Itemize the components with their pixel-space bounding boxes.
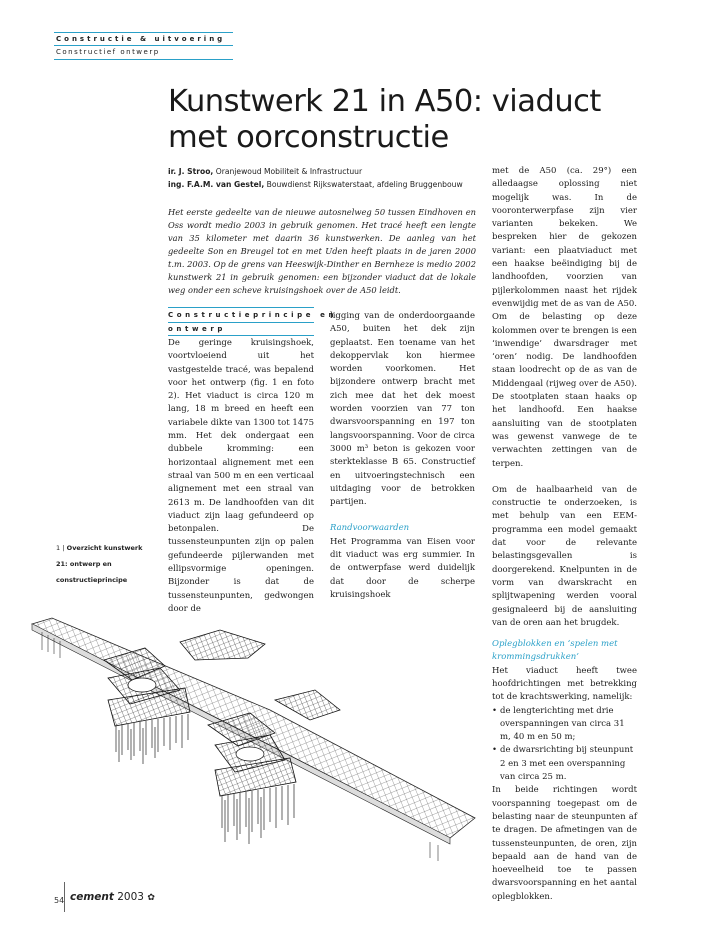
col1-text: De geringe kruisingshoek, voortvloeiend uit het vastgestelde tracé, was bepalend voor het ontwerp (fig. 1 en foto 2). Het viaduct is circa 120 m lang, 18 m breed en heeft een variabele dikte van 1300 tot 1475 mm. Het dek ondergaat een dubbele kromming: een horizontaal alignement met een straal van 500 m en een verticaal alignement met een straal van 2613 m. De landhoofden van dit viaduct zijn laag gefundeerd op betonpalen. De tussensteunpunten zijn op palen gefundeerde pijlerwanden met ellipsvormige openingen. Bijzonder is dat de tussensteunpunten, gedwongen door de: [168, 338, 314, 614]
col2-text: ligging van de onderdoorgaande A50, buiten het dek zijn geplaatst. Een toename van het dekoppervlak kon hiermee worden voorkomen. Het bijzondere ontwerp bracht met zich mee dat het dek moest worden voorzien van 77 ton dwarsvoorspanning en 197 ton langsvoorspanning. Voor de circa 3000 m³ beton is gekozen voor sterkteklasse B 65. Constructief en uitvoeringstechnisch een uitdaging voor de betrokken partijen.: [330, 311, 475, 508]
title-line-1: Kunstwerk 21 in A50: viaduct: [168, 84, 601, 119]
section-label: Constructie & uitvoering: [56, 35, 226, 43]
col1-heading-a: Constructieprincipe en: [168, 311, 338, 319]
footer-divider: [64, 882, 65, 912]
author-1-name: ir. J. Stroo,: [168, 167, 214, 176]
figure-number: 1 |: [56, 544, 65, 552]
col1-heading-b: ontwerp: [168, 325, 227, 333]
author-1: [168, 165, 488, 178]
author-2-affiliation: Bouwdienst Rijkswaterstaat, afdeling Bruggenbouw: [266, 180, 463, 189]
journal-brand: [70, 891, 155, 903]
col1-body: [168, 337, 314, 616]
col2-subhead: Randvoorwaarden: [330, 523, 410, 534]
col1-heading-rule-bottom: [168, 335, 314, 336]
col3-bullet-list: [492, 705, 637, 785]
header-rule-middle: [54, 45, 233, 46]
col2-text2: Het Programma van Eisen voor dit viaduct was erg summier. In de ontwerpfase werd duidelijk dat door de scherpe kruisingshoek: [330, 536, 475, 600]
col3-subhead-line-2: krommingsdrukken’: [492, 652, 579, 663]
author-2: [168, 178, 488, 191]
header-rule-top: [54, 32, 233, 33]
col3-text2: Om de haalbaarheid van de constructie te onderzoeken, is met behulp van een EEM-programma een model gemaakt dat voor de relevante belastingsgevallen is doorgerekend. Knelpunten in de vorm van dwarskracht en splijtwapening werden vooral gesignaleerd bij de aansluiting van de oren aan het brugdek.: [492, 484, 637, 628]
list-item: • de lengterichting met drie overspanningen van circa 31 m, 40 m en 50 m;: [492, 705, 637, 745]
journal-logo-icon: ✿: [147, 893, 155, 903]
col2-body: [330, 310, 475, 602]
page-number: 54: [54, 896, 65, 905]
list-item: • de dwarsrichting bij steunpunt 2 en 3 met een overspanning van circa 25 m.: [492, 744, 637, 784]
author-2-name: ing. F.A.M. van Gestel,: [168, 180, 265, 189]
header-rule-bottom: [54, 59, 233, 60]
authors: [168, 165, 488, 191]
fe-model-figure: [20, 580, 500, 880]
intro-paragraph: Het eerste gedeelte van de nieuwe autosnelweg 50 tussen Eindhoven en Oss wordt medio 2003 in gebruik genomen. Het tracé heeft een lengte van 35 kilometer met daarin 36 kunstwerken. De aanleg van het gedeelte Son en Breugel tot en met Uden heeft plaats in de jaren 2000 t.m. 2003. Op de grens van Heeswijk-Dinther en Bernheze is medio 2002 kunstwerk 21 in gebruik genomen: een bijzonder viaduct dat de lokale weg onder een scheve kruisingshoek over de A50 leidt.: [168, 207, 476, 295]
col3-body: [492, 165, 637, 904]
cross-girder-1: [104, 630, 265, 680]
title-line-2: met oorconstructie: [168, 120, 449, 155]
col3-text4: In beide richtingen wordt voorspanning toegepast om de belasting naar de steunpunten af te dragen. De afmetingen van de tussensteunpunten, de oren, zijn bepaald aan de hand van de hoeveelheid toe te passen dwarsvoorspanning en het aantal oplegblokken.: [492, 785, 637, 902]
article-title: [168, 84, 648, 156]
journal-name: cement: [70, 891, 114, 903]
journal-year: 2003: [117, 891, 144, 903]
col3-text3: Het viaduct heeft twee hoofdrichtingen met betrekking tot de krachtswerking, namelijk:: [492, 665, 637, 703]
figure-caption-text: Overzicht kunstwerk 21: ontwerp en constructieprincipe: [56, 544, 143, 584]
col3-text1: met de A50 (ca. 29°) een alledaagse oplossing niet mogelijk was. In de vooronterwerpfase zijn vier varianten bekeken. We bespreken hier de gekozen variant: een plaatviaduct met een haakse beëindiging bij de landhoofden, voorzien van pijlerkolommen naast het rijdek evenwijdig met de as van de A50. Om de belasting op deze kolommen over te brengen is een ‘inwendige’ dwarsdrager met ‘oren’ nodig. De landhoofden staan loodrecht op de as van de Middengaal (rijweg over de A50). De stootplaten staan haaks op het landhoofd. Een haakse aansluiting van de stootplaten was gewenst vanwege de te verwachten zettingen van de terpen.: [492, 166, 637, 469]
subsection-label: Constructief ontwerp: [56, 48, 160, 56]
col1-heading-rule-mid: [168, 322, 314, 323]
author-1-affiliation: Oranjewoud Mobiliteit & Infrastructuur: [215, 167, 363, 176]
col3-subhead: [492, 638, 637, 665]
col1-heading-rule: [168, 307, 314, 308]
col3-subhead-line-1: Oplegblokken en ‘spelen met: [492, 639, 618, 650]
